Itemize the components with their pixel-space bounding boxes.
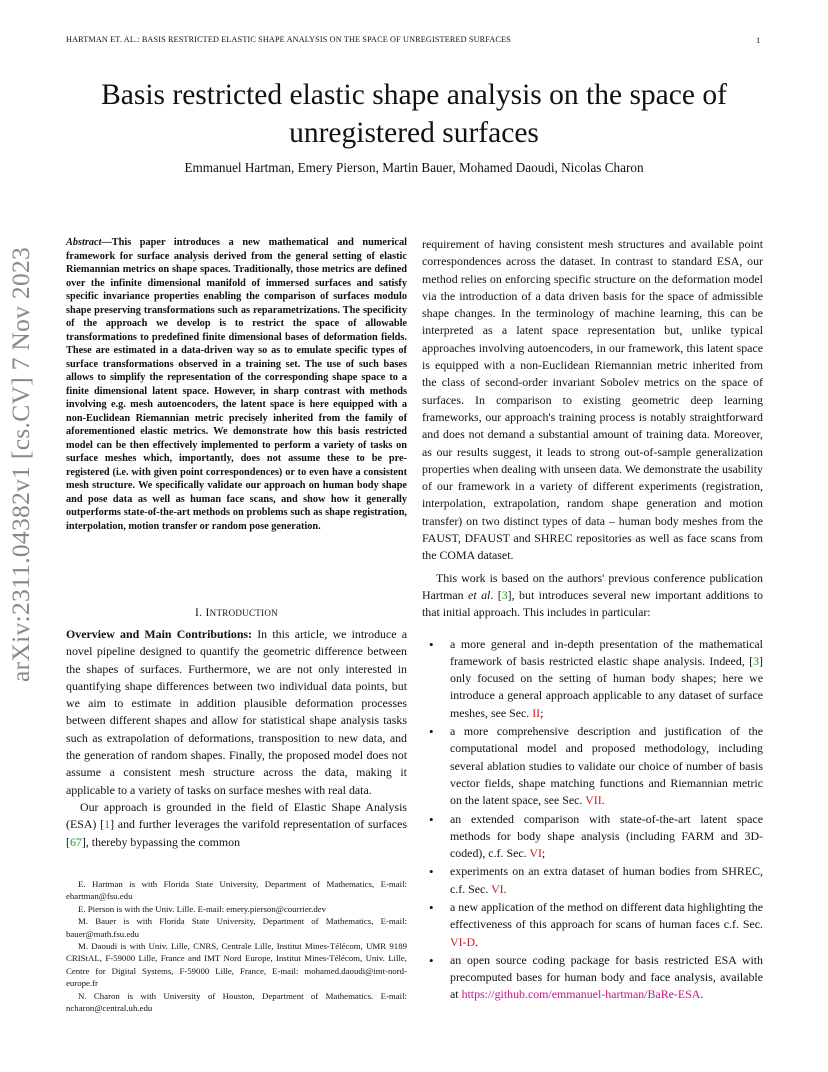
citation-link[interactable]: 67 — [69, 834, 82, 849]
section-ref-link[interactable]: VI — [529, 846, 542, 861]
footnote: M. Daoudi is with Univ. Lille, CNRS, Centrale Lille, Institut Mines-Télécom, UMR 9189 CRIStAL, F-59000 Lille, France and IMT Nord Europe, Institut Mines-Télécom, Univ. Lille, Centre for Digital Systems, F-59000 Lille, France, E-mail: mohamed.daoudi@imt-nord-europe.fr — [66, 941, 407, 989]
intro-p2-text: ] and further leverages the varifold representation of surfaces [ — [66, 817, 407, 849]
footnote: E. Pierson is with the Univ. Lille. E-mail: emery.pierson@courrier.dev — [78, 903, 327, 914]
github-link[interactable]: https://github.com/emmanuel-hartman/BaRe-ESA — [461, 987, 701, 1002]
section-ref-link[interactable]: VII — [585, 793, 602, 808]
section-number: I. — [195, 607, 203, 619]
intro-continued: requirement of having consistent mesh structures and available point correspondences across the dataset. In contrast to standard ESA, our method relies on enforcing specific structure on the deformation model via the introduction of a data driven basis for the space of admissible shape changes. In the terminology of machine learning, this can be interpreted as a latent space representation but, unlike typical approaches involving autoencoders, in our framework, this latent space is equipped with a non-Euclidean Riemannian metric inherited from the class of second-order invariant Sobolev metrics on the space of surfaces. In comparison to existing geometric deep learning frameworks, our approach's training process is notably straightforward and does not demand a substantial amount of training data. Moreover, as our results suggest, it leads to strong out-of-sample generalization properties when dealing with unseen data. We demonstrate the usability of our framework in a variety of different experiments (registration, interpolation, extrapolation, random shape generation and motion transfer) on two distinct types of data – human body meshes from the FAUST, DFAUST and SHREC repositories as well as face scans from the COMA dataset. — [422, 237, 763, 563]
author-footnotes — [66, 878, 407, 1014]
section-ref-link[interactable]: VI — [491, 881, 504, 896]
intro-p2-text: ], thereby bypassing the common — [81, 834, 241, 849]
running-header: HARTMAN ET. AL.: BASIS RESTRICTED ELASTIC SHAPE ANALYSIS ON THE SPACE OF UNREGISTERED SURFACES — [66, 35, 511, 44]
section-ref-link[interactable]: II — [532, 705, 541, 720]
contrib-text: . [ — [490, 587, 502, 602]
page-number: 1 — [756, 35, 761, 45]
contributions-list — [422, 636, 763, 1004]
contrib-text: This work is based on the authors' previous conference publication Hartman — [422, 570, 763, 602]
citation-link[interactable]: 3 — [753, 653, 760, 668]
section-title: INTRODUCTION — [205, 607, 278, 619]
intro-paragraph — [66, 626, 407, 799]
author-list: Emmanuel Hartman, Emery Pierson, Martin Bauer, Mohamed Daoudi, Nicolas Charon — [184, 160, 644, 175]
footnote: E. Hartman is with Florida State University, Department of Mathematics, E-mail: ehartman@fsu.edu — [66, 879, 407, 902]
intro-p1: In this article, we introduce a novel pipeline designed to quantify the geometric difference between the shapes of surfaces. Furthermore, we are not only interested in quantifying shape differences between two individual data points, but we aim to estimate in addition plausible deformation processes between different shapes and allow for statistical shape analysis tasks such as extrapolation of deformations, transposition to new data, and the generation of random shapes. Finally, the proposed model does not assume a consistent mesh structure across the data, making it applicable to a variety of tasks on surface meshes with real data. — [66, 627, 407, 797]
list-item: • a more comprehensive description and justification of the computational model and proposed methodology, including several ablation studies to validate our choice of number of basis vector fields, shape matching functions and Riemannian metric on the latent space, see Sec. VII. — [450, 723, 763, 809]
introduction-body — [66, 626, 407, 851]
contributions-intro — [422, 570, 763, 622]
footnote: N. Charon is with University of Houston, Department of Mathematics. E-mail: ncharon@central.uh.edu — [66, 990, 407, 1014]
arxiv-stamp: arXiv:2311.04382v1 [cs.CV] 7 Nov 2023 — [6, 246, 35, 682]
list-item: • experiments on an extra dataset of human bodies from SHREC, c.f. Sec. VI. — [450, 863, 763, 898]
citation-link[interactable]: 3 — [501, 587, 508, 602]
list-item: • an open source coding package for basis restricted ESA with precomputed bases for human body and face analysis, available at https://github.com/emmanuel-hartman/BaRe-ESA. — [450, 952, 763, 1004]
section-ref-link[interactable]: VI-D — [450, 934, 476, 949]
list-item: • a new application of the method on different data highlighting the effectiveness of this approach for scans of human faces c.f. Sec. VI-D. — [450, 899, 763, 951]
list-item: • a more general and in-depth presentation of the mathematical framework of basis restricted elastic shape analysis. Indeed, [3] only focused on the setting of human body shapes; here we introduce a general approach applicable to any dataset of surface meshes, see Sec. II; — [450, 636, 763, 722]
list-item: • an extended comparison with state-of-the-art latent space methods for body shape analysis (including FARM and 3D-coded), c.f. Sec. VI; — [450, 811, 763, 863]
abstract — [66, 236, 407, 533]
intro-p2-text: Our approach is grounded in the field of Elastic Shape Analysis (ESA) [ — [66, 799, 407, 832]
paper-title: Basis restricted elastic shape analysis on the space of unregistered surfaces — [101, 79, 727, 149]
footnote: M. Bauer is with Florida State University, Department of Mathematics, E-mail: bauer@math.fsu.edu — [66, 916, 407, 939]
section-heading — [66, 607, 407, 619]
contrib-em: et al — [468, 587, 491, 602]
right-column — [422, 236, 763, 1005]
abstract-label: Abstract — [66, 237, 102, 248]
intro-paragraph-2 — [66, 799, 407, 851]
abstract-text: —This paper introduces a new mathematical and numerical framework for surface analysis derived from the general setting of elastic Riemannian metrics on shape spaces. Traditionally, those metrics are defined over the infinite dimensional manifold of immersed surfaces and satisfy specific invariance properties enabling the comparison of surfaces modulo shape preserving transformations such as reparametrizations. The specificity of the approach we develop is to restrict the space of allowable transformations to predefined finite dimensional bases of deformation fields. These are estimated in a data-driven way so as to emulate specific types of surface transformations observed in a training set. The use of such bases allows to simplify the representation of the corresponding shape space to a finite dimensional latent space. However, in sharp contrast with methods involving e.g. mesh autoencoders, the latent space is here equipped with a non-Euclidean Riemannian metric precisely inherited from the family of aforementioned elastic metrics. We demonstrate how this basis restricted model can be then effectively implemented to perform a variety of tasks on surface meshes which, importantly, does not assume these to be pre-registered (i.e. with given point correspondences) or to even have a consistent mesh structure. We specifically validate our approach on human body shape and pose data as well as human face scans, and show how it generally outperforms state-of-the-art methods on problems such as shape registration, interpolation, motion transfer or random pose generation. — [66, 237, 407, 532]
intro-lead: Overview and Main Contributions: — [66, 627, 253, 641]
citation-link[interactable]: 1 — [104, 817, 111, 832]
contrib-text: ], but introduces several new important additions to that initial approach. This includes in particular: — [422, 587, 763, 620]
